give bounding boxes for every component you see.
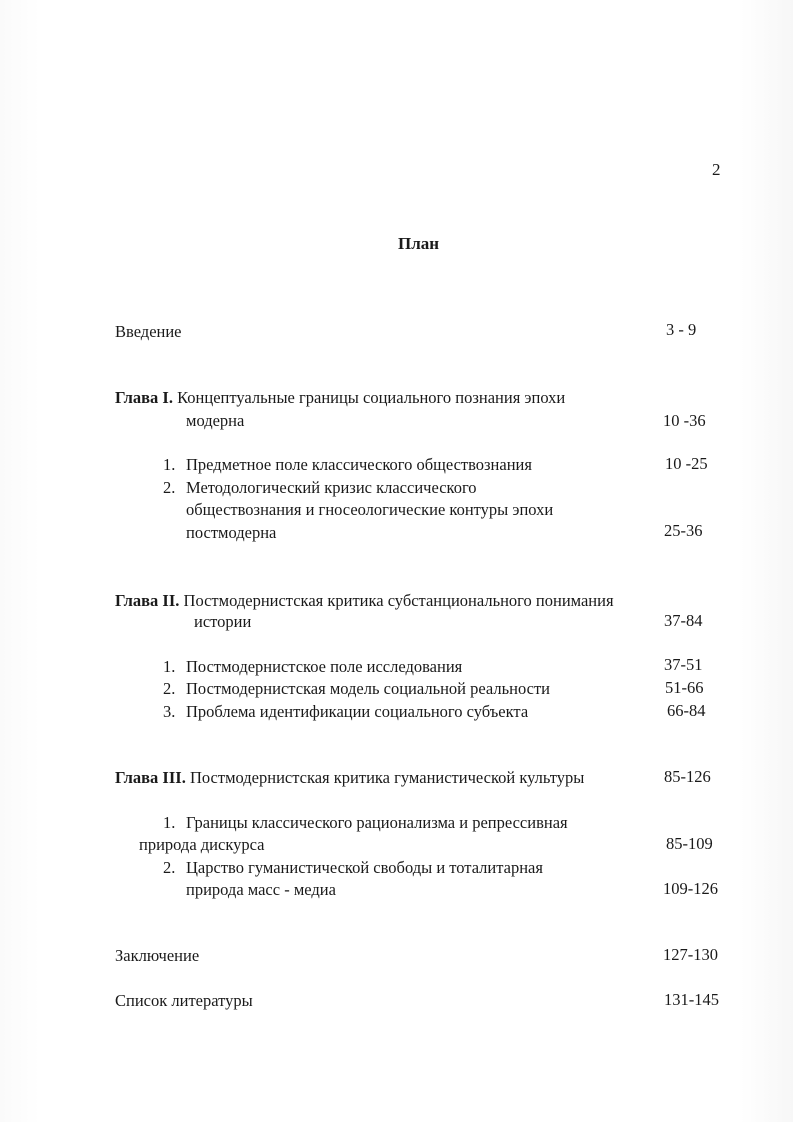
- item-line: Предметное поле классического обществознания: [186, 455, 532, 474]
- chapter-title-line: истории: [194, 612, 252, 631]
- item-number: 1.: [163, 657, 176, 676]
- chapter-prefix: Глава II.: [115, 591, 180, 610]
- item-number: 2.: [163, 858, 176, 877]
- toc-label: Введение: [115, 322, 182, 341]
- item-line: Царство гуманистической свободы и тоталитарная: [186, 858, 543, 877]
- toc-pages: 109-126: [663, 879, 718, 898]
- toc-pages: 127-130: [663, 945, 718, 964]
- item-number: 1.: [163, 813, 176, 832]
- item-line: природа дискурса: [139, 835, 265, 854]
- item-line: Постмодернистское поле исследования: [186, 657, 463, 676]
- toc-label: Заключение: [115, 946, 200, 965]
- chapter-heading: [115, 388, 565, 408]
- chapter-heading: [115, 591, 614, 611]
- chapter-prefix: Глава I.: [115, 388, 173, 407]
- item-line: постмодерна: [186, 523, 277, 542]
- item-number: 2.: [163, 679, 176, 698]
- item-number: 2.: [163, 478, 176, 497]
- toc-label: Список литературы: [115, 991, 253, 1010]
- chapter-title-line: Постмодернистская критика субстанционального понимания: [179, 591, 614, 610]
- item-line: Постмодернистская модель социальной реальности: [186, 679, 550, 698]
- item-line: обществознания и гносеологические контуры эпохи: [186, 500, 554, 519]
- item-line: Проблема идентификации социального субъекта: [186, 702, 529, 721]
- item-number: 3.: [163, 702, 176, 721]
- toc-pages: 51-66: [665, 678, 704, 697]
- toc-pages: 85-109: [666, 834, 713, 853]
- chapter-title-line: Концептуальные границы социального познания эпохи: [172, 388, 566, 407]
- chapter-prefix: Глава III.: [115, 768, 186, 787]
- toc-pages: 66-84: [667, 701, 706, 720]
- toc-pages: 3 - 9: [666, 320, 697, 339]
- item-number: 1.: [163, 455, 176, 474]
- toc-pages: 10 -36: [663, 411, 706, 430]
- item-line: природа масс - медиа: [186, 880, 336, 899]
- toc-pages: 37-84: [664, 611, 703, 630]
- chapter-title-line: Постмодернистская критика гуманистической культуры: [185, 768, 585, 787]
- chapter-title-line: модерна: [186, 411, 245, 430]
- page-title: План: [398, 234, 440, 253]
- toc-pages: 10 -25: [665, 454, 708, 473]
- page-number: 2: [712, 160, 721, 179]
- toc-pages: 85-126: [664, 767, 711, 786]
- chapter-heading: [115, 768, 584, 788]
- toc-pages: 37-51: [664, 655, 703, 674]
- item-line: Границы классического рационализма и репрессивная: [186, 813, 568, 832]
- toc-pages: 25-36: [664, 521, 703, 540]
- item-line: Методологический кризис классического: [186, 478, 477, 497]
- toc-pages: 131-145: [664, 990, 719, 1009]
